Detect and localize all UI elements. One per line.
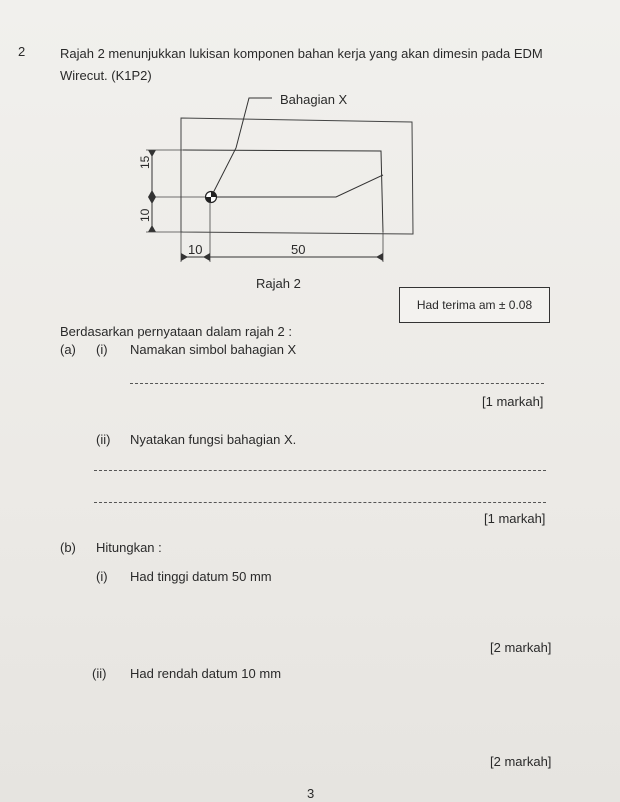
answer-line-a-ii-1[interactable] <box>94 470 546 471</box>
dim-10-horizontal-label: 10 <box>188 242 203 257</box>
part-b-ii-text: Had rendah datum 10 mm <box>130 666 282 681</box>
dim-10-vertical-label: 10 <box>138 208 152 222</box>
answer-line-a-i[interactable] <box>130 383 544 384</box>
figure-caption: Rajah 2 <box>256 276 301 291</box>
question-stem: Berdasarkan pernyataan dalam rajah 2 : <box>60 324 292 339</box>
callout-label: Bahagian X <box>280 92 348 107</box>
question-intro-line2: Wirecut. (K1P2) <box>60 68 152 83</box>
part-a-ii-marks: [1 markah] <box>484 511 546 526</box>
part-b-i-text: Had tinggi datum 50 mm <box>130 569 272 584</box>
part-a-i-label: (i) <box>96 342 108 357</box>
part-b-i-marks: [2 markah] <box>490 640 552 655</box>
part-a-label: (a) <box>60 342 76 357</box>
part-a-ii-text: Nyatakan fungsi bahagian X. <box>130 432 297 447</box>
part-b-ii-label: (ii) <box>92 666 107 681</box>
part-b-i-label: (i) <box>96 569 108 584</box>
part-b-label: (b) <box>60 540 76 555</box>
dim-50-label: 50 <box>291 242 306 257</box>
part-x-symbol <box>206 192 217 203</box>
profile-step <box>208 175 383 197</box>
part-a-i-text: Namakan simbol bahagian X <box>130 342 297 357</box>
component-drawing <box>0 80 620 290</box>
dim-15-label: 15 <box>138 155 152 169</box>
leader-line <box>211 98 272 197</box>
tolerance-box <box>399 287 550 323</box>
profile-outer-edge <box>183 150 383 232</box>
page-number: 3 <box>307 786 315 801</box>
part-a-ii-label: (ii) <box>96 432 111 447</box>
part-a-i-marks: [1 markah] <box>482 394 544 409</box>
question-number: 2 <box>18 44 26 59</box>
workpiece-outline <box>181 118 413 234</box>
answer-line-a-ii-2[interactable] <box>94 502 546 503</box>
part-b-text: Hitungkan : <box>96 540 162 555</box>
question-intro-line1: Rajah 2 menunjukkan lukisan komponen bahan kerja yang akan dimesin pada EDM <box>60 46 543 61</box>
tolerance-text: Had terima am ± 0.08 <box>416 298 533 312</box>
part-b-ii-marks: [2 markah] <box>490 754 552 769</box>
